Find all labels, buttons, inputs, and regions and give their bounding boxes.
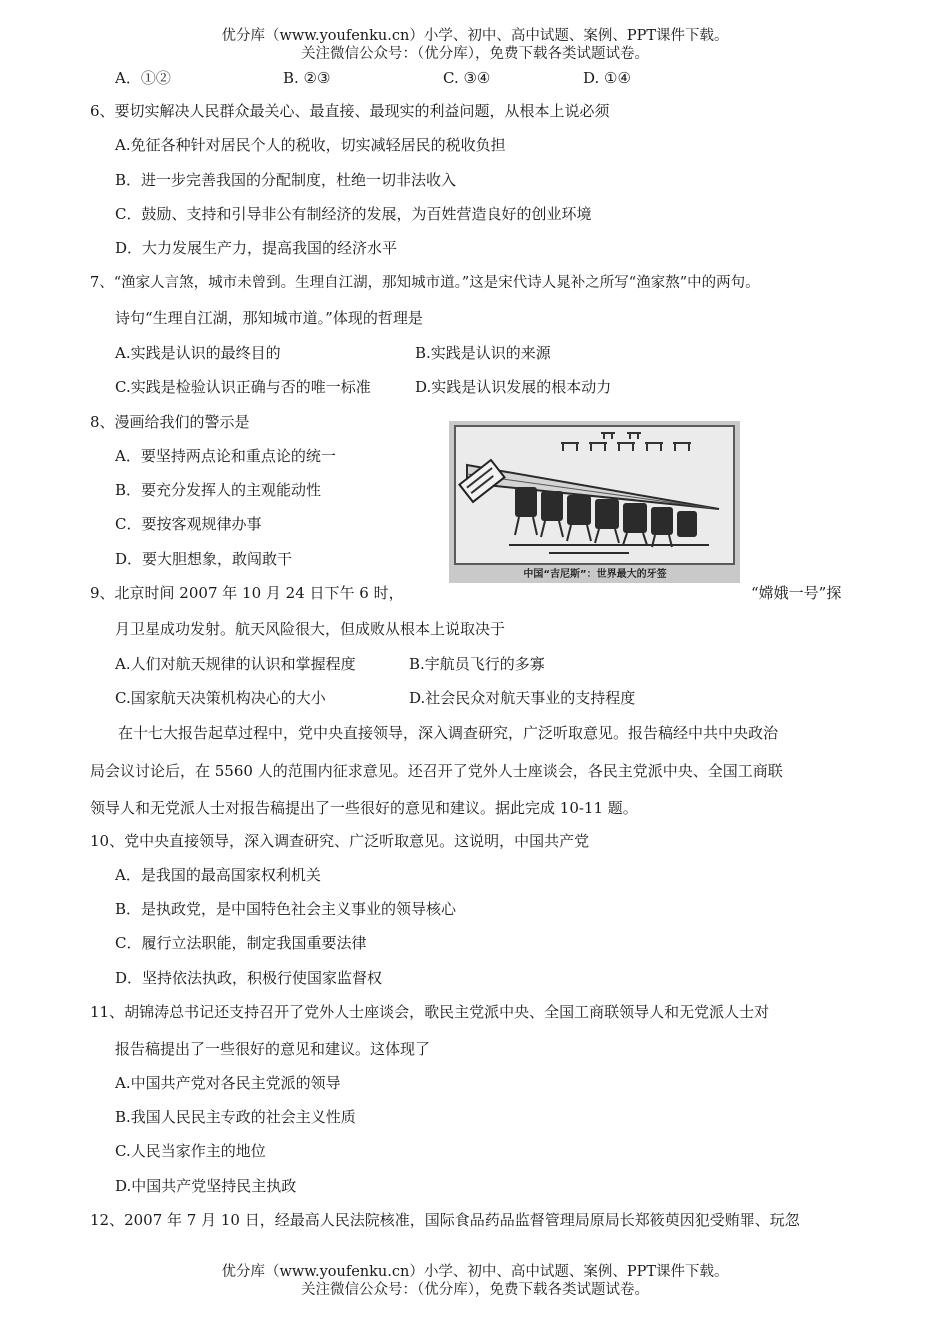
q6-option-b: B．进一步完善我国的分配制度，杜绝一切非法收入 xyxy=(115,171,457,189)
q7-option-c: C.实践是检验认识正确与否的唯一标准 xyxy=(115,378,371,396)
q5-option-b: B. ②③ xyxy=(283,69,331,87)
q11-stem-line-1: 11、胡锦涛总书记还支持召开了党外人士座谈会，歌民主党派中央、全国工商联领导人和无党派人士对 xyxy=(90,1003,770,1021)
q11-option-c: C.人民当家作主的地位 xyxy=(115,1142,266,1160)
q12-stem: 12、2007 年 7 月 10 日，经最高人民法院核准，国际食品药品监督管理局原局长郑筱萸因犯受贿罪、玩忽 xyxy=(90,1211,800,1229)
q5-option-c: C. ③④ xyxy=(443,69,491,87)
q11-stem-line-2: 报告稿提出了一些很好的意见和建议。这体现了 xyxy=(115,1040,431,1058)
page-footer-line-1: 优分库（www.youfenku.cn）小学、初中、高中试题、案例、PPT课件下载。 xyxy=(221,1264,729,1280)
page-header-line-1: 优分库（www.youfenku.cn）小学、初中、高中试题、案例、PPT课件下载。 xyxy=(221,28,729,44)
q6-stem: 6、要切实解决人民群众最关心、最直接、最现实的利益问题，从根本上说必须 xyxy=(90,102,610,120)
page-header-line-2: 关注微信公众号：（优分库），免费下载各类试题试卷。 xyxy=(301,46,649,62)
q9-stem-line-1b: “嫦娥一号”探 xyxy=(751,584,842,602)
page-footer-line-2: 关注微信公众号：（优分库），免费下载各类试题试卷。 xyxy=(301,1282,649,1298)
q6-option-d: D．大力发展生产力，提高我国的经济水平 xyxy=(115,239,398,257)
q11-option-d: D.中国共产党坚持民主执政 xyxy=(115,1177,297,1195)
q8-option-c: C．要按客观规律办事 xyxy=(115,515,262,533)
q7-stem-line-1: 7、“渔家人言煞，城市未曾到。生理自江湖，那知城市道。”这是宋代诗人晁补之所写“渔家熬”中的两句。 xyxy=(90,275,760,291)
q9-option-d: D.社会民众对航天事业的支持程度 xyxy=(409,689,636,707)
q5-option-d: D. ①④ xyxy=(583,69,631,87)
q8-option-b: B．要充分发挥人的主观能动性 xyxy=(115,481,322,499)
q8-stem: 8、漫画给我们的警示是 xyxy=(90,413,250,431)
passage-line-1: 在十七大报告起草过程中，党中央直接领导，深入调查研究，广泛听取意见。报告稿经中共中央政治 xyxy=(118,724,779,742)
passage-line-3: 领导人和无党派人士对报告稿提出了一些很好的意见和建议。据此完成 10-11 题。 xyxy=(90,799,638,817)
cartoon-caption: 中国“吉尼斯”：世界最大的牙签 xyxy=(523,569,667,580)
q10-option-b: B．是执政党，是中国特色社会主义事业的领导核心 xyxy=(115,900,457,918)
q6-option-a: A.免征各种针对居民个人的税收，切实减轻居民的税收负担 xyxy=(115,136,506,154)
q11-option-b: B.我国人民民主专政的社会主义性质 xyxy=(115,1108,356,1126)
q5-option-a: A．①② xyxy=(115,69,171,87)
q9-stem-line-2: 月卫星成功发射。航天风险很大，但成败从根本上说取决于 xyxy=(115,620,506,638)
q9-option-a: A.人们对航天规律的认识和掌握程度 xyxy=(115,655,356,673)
q10-option-d: D．坚持依法执政，积极行使国家监督权 xyxy=(115,969,383,987)
q7-option-d: D.实践是认识发展的根本动力 xyxy=(415,378,612,396)
q10-option-c: C．履行立法职能，制定我国重要法律 xyxy=(115,934,367,952)
passage-line-2: 局会议讨论后，在 5560 人的范围内征求意见。还召开了党外人士座谈会，各民主党派中央、全国工商联 xyxy=(90,762,783,780)
cartoon-image xyxy=(449,421,740,583)
q10-option-a: A．是我国的最高国家权利机关 xyxy=(115,866,321,884)
q8-option-d: D．要大胆想象，敢闯敢干 xyxy=(115,550,293,568)
q6-option-c: C．鼓励、支持和引导非公有制经济的发展，为百姓营造良好的创业环境 xyxy=(115,205,592,223)
q7-option-b: B.实践是认识的来源 xyxy=(415,344,551,362)
q9-option-c: C.国家航天决策机构决心的大小 xyxy=(115,689,326,707)
q8-option-a: A．要坚持两点论和重点论的统一 xyxy=(115,447,336,465)
q10-stem: 10、党中央直接领导，深入调查研究、广泛听取意见。这说明，中国共产党 xyxy=(90,832,590,850)
q7-option-a: A.实践是认识的最终目的 xyxy=(115,344,281,362)
q9-stem-line-1a: 9、北京时间 2007 年 10 月 24 日下午 6 时， xyxy=(90,584,404,602)
q11-option-a: A.中国共产党对各民主党派的领导 xyxy=(115,1074,341,1092)
q7-stem-line-2: 诗句“生理自江湖，那知城市道。”体现的哲理是 xyxy=(115,309,423,327)
q9-option-b: B.宇航员飞行的多寡 xyxy=(409,655,545,673)
